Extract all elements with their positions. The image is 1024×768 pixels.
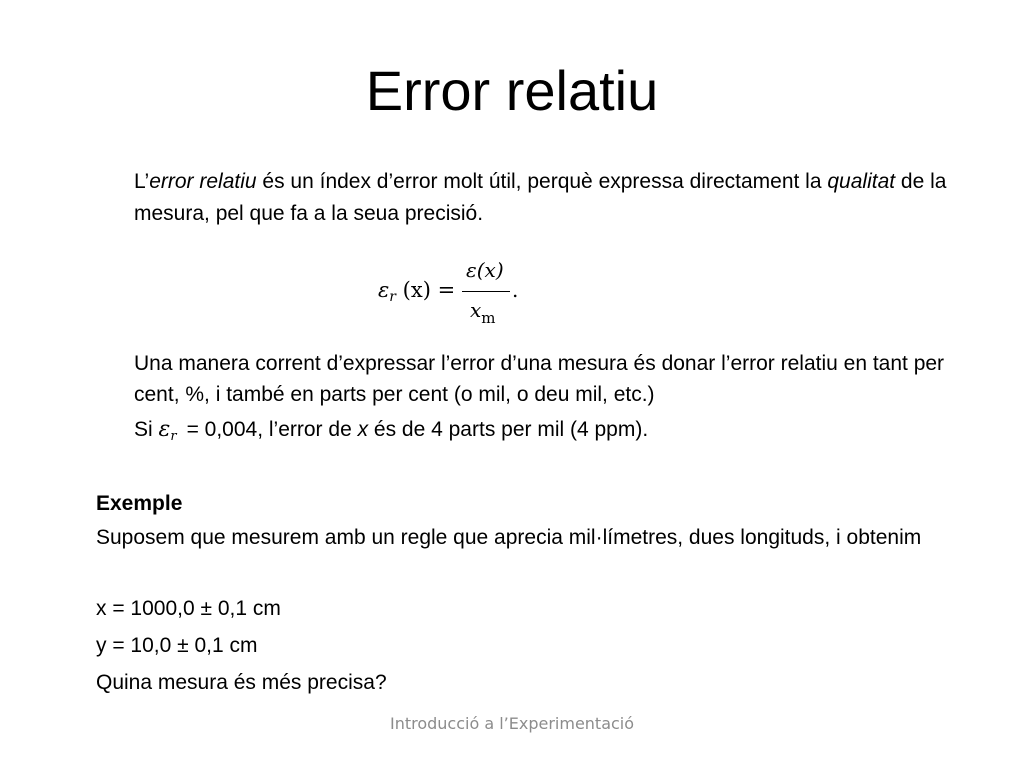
example-y-measure: y = 10,0 ± 0,1 cm — [96, 634, 258, 657]
formula-equals: = — [437, 278, 456, 302]
intro-paragraph — [134, 166, 954, 230]
slide-title: Error relatiu — [365, 59, 659, 122]
formula-lhs-arg: (x) — [402, 278, 431, 302]
epsilon-sub: r — [170, 429, 177, 444]
intro-term2: qualitat — [827, 170, 896, 193]
value-x: x — [357, 418, 369, 441]
intro-prefix: L’ — [134, 170, 150, 193]
si-word: Si — [134, 418, 153, 441]
epsilon-symbol: ε — [158, 417, 171, 442]
formula-denominator-sub: m — [481, 309, 496, 327]
intro-term: error relatiu — [149, 170, 257, 193]
formula-lhs-symbol: ε — [378, 278, 390, 302]
value-text-a: = 0,004, l’error de — [186, 418, 358, 441]
intro-suffix: de la mesura, pel que fa a la seua precisió. — [134, 170, 947, 225]
example-statement: Suposem que mesurem amb un regle que aprecia mil·límetres, dues longituds, i obtenim — [96, 526, 922, 549]
formula-lhs-sub: r — [389, 289, 396, 305]
slide-footer: Introducció a l’Experimentació — [389, 714, 635, 733]
formula-denominator-var: x — [470, 298, 482, 322]
value-text-b: és de 4 parts per mil (4 ppm). — [368, 418, 649, 441]
formula-denominator — [470, 298, 496, 327]
formula-period: . — [512, 278, 519, 302]
intro-mid: és un índex d’error molt útil, perquè expressa directament la — [256, 170, 828, 193]
formula-fraction-bar — [462, 291, 510, 292]
relative-error-formula — [378, 258, 538, 328]
example-question: Quina mesura és més precisa? — [96, 671, 387, 694]
formula-numerator: ε(x) — [466, 258, 504, 282]
formula-lhs — [378, 278, 455, 305]
percent-paragraph: Una manera corrent d’expressar l’error d’una mesura és donar l’error relatiu en tant per cent, %, i també en parts per cent (o mil, o deu mil, etc.) — [134, 352, 945, 406]
example-heading: Exemple — [96, 492, 183, 515]
example-x-measure: x = 1000,0 ± 0,1 cm — [96, 597, 281, 620]
example-value-line — [134, 414, 954, 453]
